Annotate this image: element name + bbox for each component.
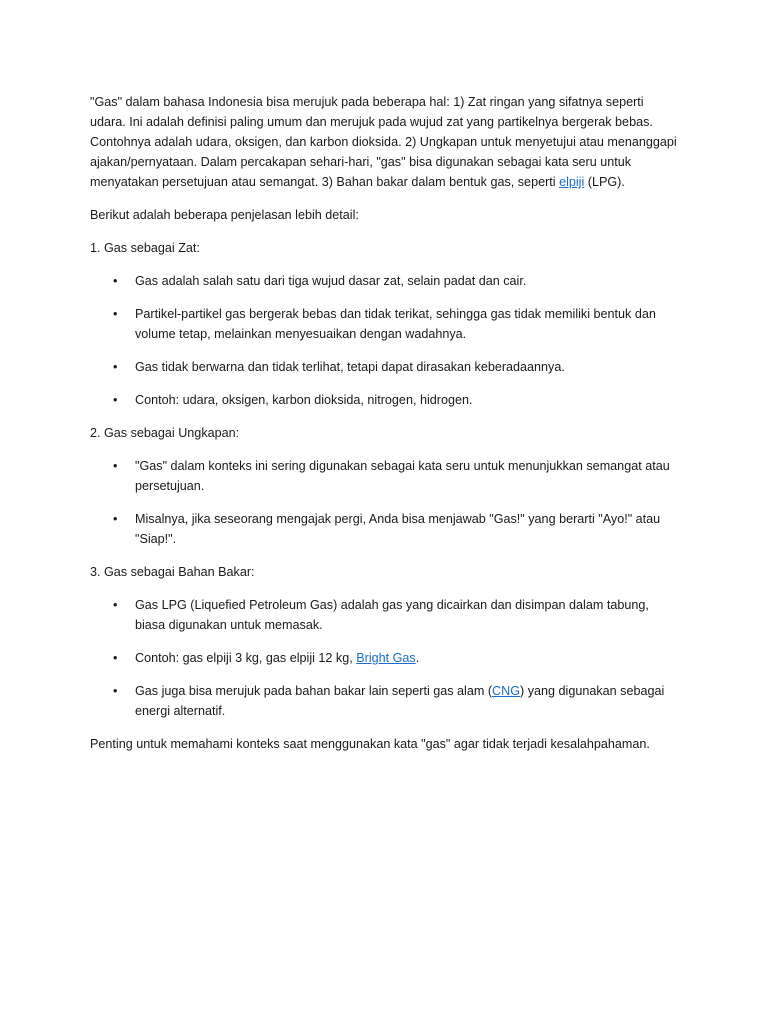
zat-list — [90, 271, 680, 410]
list-item-text: Partikel-partikel gas bergerak bebas dan tidak terikat, sehingga gas tidak memiliki bentuk dan volume tetap, melainkan menyesuaikan dengan wadahnya. — [135, 307, 656, 341]
list-item-text: Gas adalah salah satu dari tiga wujud dasar zat, selain padat dan cair. — [135, 274, 527, 288]
list-item-text: Contoh: gas elpiji 3 kg, gas elpiji 12 kg, — [135, 651, 357, 665]
bullet-icon: • — [113, 307, 118, 321]
list-item — [113, 509, 680, 549]
bright-gas-link[interactable]: Bright Gas — [356, 651, 416, 665]
bullet-icon: • — [113, 274, 118, 288]
list-item — [113, 595, 680, 635]
bahan-bakar-list — [90, 595, 680, 721]
bullet-icon: • — [113, 684, 118, 698]
bullet-icon: • — [113, 651, 118, 665]
list-item — [113, 456, 680, 496]
ungkapan-list — [90, 456, 680, 549]
list-item — [113, 304, 680, 344]
section-heading-bahan-bakar: 3. Gas sebagai Bahan Bakar: — [90, 565, 255, 579]
bullet-icon: • — [113, 512, 118, 526]
list-item-text: "Gas" dalam konteks ini sering digunakan sebagai kata seru untuk menunjukkan semangat atau persetujuan. — [135, 459, 670, 493]
list-item-text-end: ) yang digunakan sebagai energi alternatif. — [135, 684, 665, 718]
list-item — [113, 271, 680, 291]
closing-paragraph: Penting untuk memahami konteks saat menggunakan kata "gas" agar tidak terjadi kesalahpahaman. — [90, 737, 650, 751]
list-item-text: Gas juga bisa merujuk pada bahan bakar lain seperti gas alam ( — [135, 684, 493, 698]
list-item — [113, 648, 680, 668]
cng-link[interactable]: CNG — [492, 684, 521, 698]
intro-paragraph — [90, 92, 680, 192]
list-item — [113, 357, 680, 377]
section-heading-ungkapan: 2. Gas sebagai Ungkapan: — [90, 426, 240, 440]
section-heading-zat: 1. Gas sebagai Zat: — [90, 241, 200, 255]
detail-heading: Berikut adalah beberapa penjelasan lebih detail: — [90, 208, 359, 222]
elpiji-link[interactable]: elpiji — [559, 175, 585, 189]
list-item-text: Contoh: udara, oksigen, karbon dioksida, nitrogen, hidrogen. — [135, 393, 473, 407]
list-item-text: Gas tidak berwarna dan tidak terlihat, tetapi dapat dirasakan keberadaannya. — [135, 360, 565, 374]
bullet-icon: • — [113, 393, 118, 407]
document-body — [90, 92, 680, 767]
intro-text-end: (LPG). — [584, 175, 625, 189]
bullet-icon: • — [113, 459, 118, 473]
bullet-icon: • — [113, 598, 118, 612]
list-item — [113, 681, 680, 721]
list-item-text: Gas LPG (Liquefied Petroleum Gas) adalah gas yang dicairkan dan disimpan dalam tabung, biasa digunakan untuk memasak. — [135, 598, 649, 632]
list-item-text: Misalnya, jika seseorang mengajak pergi, Anda bisa menjawab "Gas!" yang berarti "Ayo!" atau "Siap!". — [135, 512, 661, 546]
bullet-icon: • — [113, 360, 118, 374]
list-item-text-end: . — [415, 651, 420, 665]
intro-text: "Gas" dalam bahasa Indonesia bisa merujuk pada beberapa hal: 1) Zat ringan yang sifatnya seperti udara. Ini adalah definisi paling umum dan merujuk pada wujud zat yang partikelnya bergerak bebas. Contohnya adalah udara, oksigen, dan karbon dioksida. 2) Ungkapan untuk menyetujui atau menanggapi ajakan/pernyataan. Dalam percakapan sehari-hari, "gas" bisa digunakan sebagai kata seru untuk menyatakan persetujuan atau semangat. 3) Bahan bakar dalam bentuk gas, seperti — [90, 95, 677, 189]
list-item — [113, 390, 680, 410]
